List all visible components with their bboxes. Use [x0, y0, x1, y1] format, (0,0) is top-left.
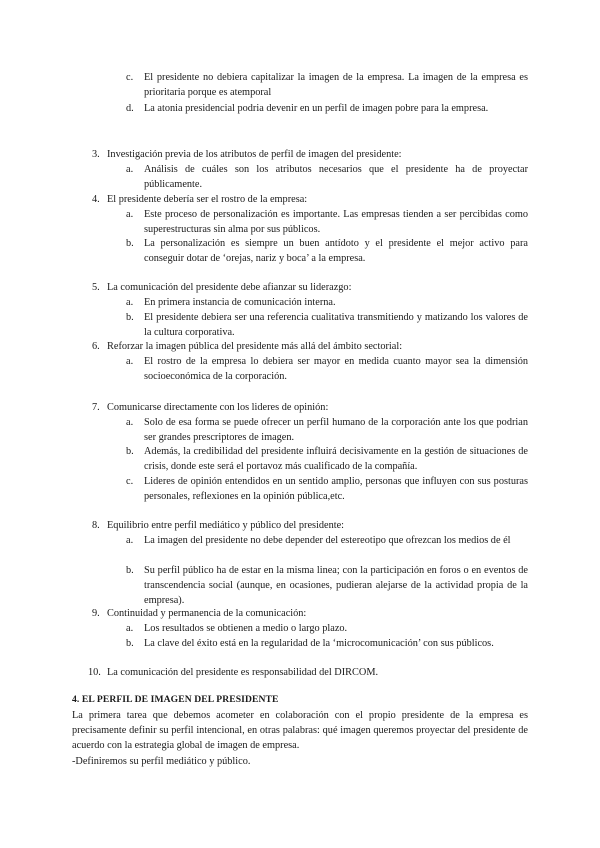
list-text: La comunicación del presidente debe afianzar su liderazgo: — [107, 282, 352, 293]
list-subitem-d — [126, 101, 528, 116]
list-marker: 8. — [92, 520, 100, 531]
list-text: El rostro de la empresa lo debiera ser mayor en medida cuanto mayor sea la dimensión socioeconómica de la corporación. — [144, 356, 528, 383]
list-text: La clave del éxito está en la regularidad de la ‘microcomunicación’ con sus públicos. — [144, 638, 494, 649]
list-subitem-8a — [126, 533, 528, 548]
list-marker: b. — [126, 565, 134, 576]
list-marker: a. — [126, 623, 134, 634]
list-text: Equilibrio entre perfil mediático y público del presidente: — [107, 520, 345, 531]
list-marker: 6. — [92, 341, 100, 352]
list-subitem-3a — [126, 162, 528, 192]
list-text: En primera instancia de comunicación interna. — [144, 297, 336, 308]
list-text: Análisis de cuáles son los atributos necesarios que el presidente ha de proyectar públicamente. — [144, 164, 528, 191]
list-item-10 — [88, 665, 524, 680]
list-item-3 — [92, 147, 528, 162]
list-subitem-6a — [126, 354, 528, 384]
list-text: Su perfil público ha de estar en la misma linea; con la participación en foros o en eventos de transcendencia social (aunque, en ocasiones, pudieran alejarse de la actividad propia de la empresa). — [144, 565, 528, 607]
list-text: Reforzar la imagen pública del presidente más allá del ámbito sectorial: — [107, 341, 403, 352]
dash-line: -Definiremos su perfil mediático y público. — [72, 756, 251, 767]
list-marker: 7. — [92, 402, 100, 413]
list-subitem-8b — [126, 563, 528, 608]
list-subitem-7a — [126, 415, 528, 445]
list-item-5 — [92, 280, 528, 295]
list-text: Este proceso de personalización es importante. Las empresas tienden a ser percibidas como superestructuras sin alma por sus públicos. — [144, 209, 528, 236]
list-item-7 — [92, 400, 528, 415]
list-marker: a. — [126, 535, 134, 546]
list-marker: b. — [126, 312, 134, 323]
list-subitem-9b — [126, 636, 528, 651]
list-marker: 4. — [92, 194, 100, 205]
list-item-8 — [92, 518, 528, 533]
section-heading: 4. EL PERFIL DE IMAGEN DEL PRESIDENTE — [72, 694, 279, 705]
list-subitem-7b — [126, 444, 528, 474]
list-marker: a. — [126, 164, 134, 175]
list-subitem-9a — [126, 621, 528, 636]
list-marker: b. — [126, 238, 134, 249]
list-subitem-4a — [126, 207, 528, 237]
list-marker: d. — [126, 103, 134, 114]
list-subitem-5b — [126, 310, 528, 340]
list-text: La imagen del presidente no debe depender del estereotipo que ofrezcan los medios de él — [144, 535, 511, 546]
list-item-6 — [92, 339, 528, 354]
list-marker: b. — [126, 638, 134, 649]
list-text: Comunicarse directamente con los lideres de opinión: — [107, 402, 329, 413]
list-marker: b. — [126, 446, 134, 457]
list-marker: c. — [126, 72, 134, 83]
list-text: Solo de esa forma se puede ofrecer un perfil humano de la corporación ante los que podrian ser grandes prescriptores de imagen. — [144, 417, 528, 444]
list-text: Investigación previa de los atributos de perfil de imagen del presidente: — [107, 149, 402, 160]
list-marker: 3. — [92, 149, 100, 160]
list-text: La personalización es siempre un buen antídoto y el presidente el mejor activo para conseguir dotar de ‘orejas, nariz y boca’ a la empresa. — [144, 238, 528, 265]
list-text: El presidente debiera ser una referencia cualitativa transmitiendo y matizando los valores de la cultura corporativa. — [144, 312, 528, 339]
list-marker: 10. — [88, 667, 101, 678]
list-text: Los resultados se obtienen a medio o largo plazo. — [144, 623, 348, 634]
list-item-4 — [92, 192, 528, 207]
list-item-9 — [92, 606, 528, 621]
list-subitem-5a — [126, 295, 528, 310]
list-marker: 5. — [92, 282, 100, 293]
list-text: La atonia presidencial podria devenir en un perfil de imagen pobre para la empresa. — [144, 103, 489, 114]
list-text: El presidente debería ser el rostro de la empresa: — [107, 194, 308, 205]
list-marker: a. — [126, 356, 134, 367]
list-marker: 9. — [92, 608, 100, 619]
list-marker: a. — [126, 297, 134, 308]
list-subitem-c — [126, 70, 528, 100]
list-text: Lideres de opinión entendidos en un sentido amplio, personas que influyen con sus posturas personales, reflexiones en la opinión pública,etc. — [144, 476, 528, 503]
list-text: El presidente no debiera capitalizar la imagen de la empresa. La imagen de la empresa es prioritaria porque es atemporal — [144, 72, 528, 99]
list-subitem-4b — [126, 236, 528, 266]
list-text: La comunicación del presidente es responsabilidad del DIRCOM. — [107, 667, 379, 678]
list-text: Continuidad y permanencia de la comunicación: — [107, 608, 307, 619]
list-marker: c. — [126, 476, 134, 487]
list-marker: a. — [126, 417, 134, 428]
list-text: Además, la credibilidad del presidente influirá decisivamente en la gestión de situaciones de crisis, donde este será el portavoz más cualificado de la compañía. — [144, 446, 528, 473]
section-paragraph: La primera tarea que debemos acometer en colaboración con el propio presidente de la empresa es precisamente definir su perfil intencional, en otras palabras: qué imagen queremos proyectar del presidente de acuerdo con la estrategia global de imagen de empresa. — [72, 710, 528, 752]
list-subitem-7c — [126, 474, 528, 504]
list-marker: a. — [126, 209, 134, 220]
